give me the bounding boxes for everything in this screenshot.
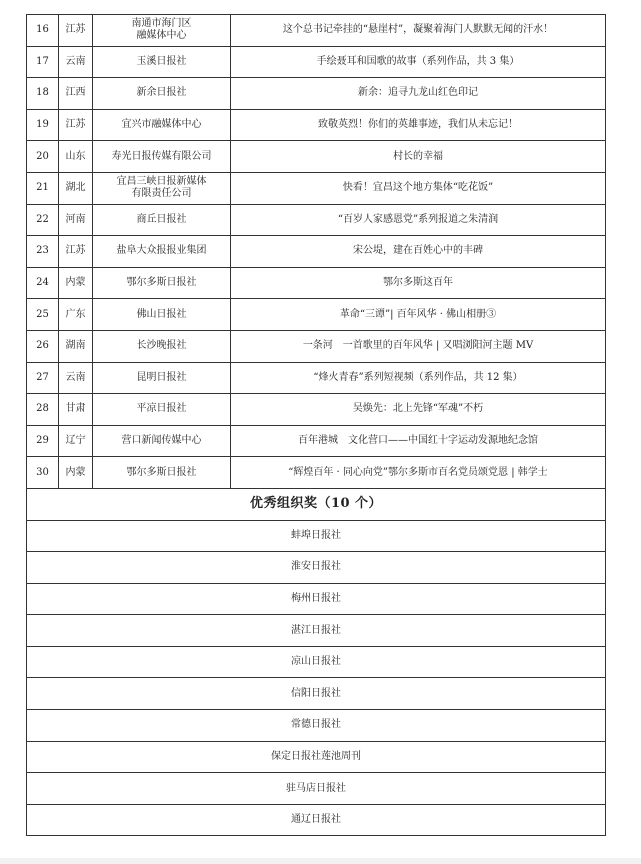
org-row [27, 710, 606, 742]
title-cell: 新余：追寻九龙山红色印记 [231, 78, 606, 110]
province-cell: 内蒙 [59, 267, 93, 299]
org-name-cell: 淮安日报社 [27, 552, 606, 584]
table-row [27, 299, 606, 331]
org-name-cell: 驻马店日报社 [27, 773, 606, 805]
unit-cell: 盐阜大众报报业集团 [93, 236, 231, 268]
org-row [27, 583, 606, 615]
province-cell: 山东 [59, 141, 93, 173]
row-number: 28 [27, 394, 59, 426]
unit-cell: 长沙晚报社 [93, 330, 231, 362]
title-cell: 快看！宜昌这个地方集体“吃花饭” [231, 172, 606, 204]
row-number: 29 [27, 425, 59, 457]
org-name-cell: 通辽日报社 [27, 804, 606, 836]
table-row [27, 46, 606, 78]
table-row [27, 204, 606, 236]
row-number: 30 [27, 457, 59, 489]
table-row [27, 141, 606, 173]
section-header-row [27, 488, 606, 520]
row-number: 17 [27, 46, 59, 78]
org-row [27, 615, 606, 647]
table-row [27, 425, 606, 457]
org-row [27, 804, 606, 836]
title-cell: 一条河 一首歌里的百年风华 | 又唱浏阳河主题 MV [231, 330, 606, 362]
unit-cell: 宜昌三峡日报新媒体 有限责任公司 [93, 172, 231, 204]
title-cell: “百岁人家感恩党”系列报道之朱清润 [231, 204, 606, 236]
table-row [27, 109, 606, 141]
title-cell: 革命“三谭”| 百年风华 · 佛山相册③ [231, 299, 606, 331]
org-name-cell: 信阳日报社 [27, 678, 606, 710]
row-number: 19 [27, 109, 59, 141]
province-cell: 内蒙 [59, 457, 93, 489]
province-cell: 江西 [59, 78, 93, 110]
row-number: 23 [27, 236, 59, 268]
title-cell: 村长的幸福 [231, 141, 606, 173]
title-cell: 宋公堤，建在百姓心中的丰碑 [231, 236, 606, 268]
table-row [27, 330, 606, 362]
row-number: 26 [27, 330, 59, 362]
province-cell: 辽宁 [59, 425, 93, 457]
row-number: 16 [27, 15, 59, 47]
province-cell: 湖北 [59, 172, 93, 204]
table-row [27, 457, 606, 489]
org-name-cell: 保定日报社莲池周刊 [27, 741, 606, 773]
province-cell: 湖南 [59, 330, 93, 362]
org-row [27, 741, 606, 773]
unit-cell: 寿光日报传媒有限公司 [93, 141, 231, 173]
section-title: 优秀组织奖（10 个） [27, 488, 606, 520]
award-list-page [26, 14, 605, 836]
table-row [27, 394, 606, 426]
org-name-cell: 常德日报社 [27, 710, 606, 742]
table-row [27, 78, 606, 110]
province-cell: 河南 [59, 204, 93, 236]
org-row [27, 773, 606, 805]
unit-cell: 玉溪日报社 [93, 46, 231, 78]
org-row [27, 552, 606, 584]
unit-cell: 商丘日报社 [93, 204, 231, 236]
province-cell: 甘肃 [59, 394, 93, 426]
table-row [27, 236, 606, 268]
province-cell: 云南 [59, 362, 93, 394]
row-number: 22 [27, 204, 59, 236]
unit-cell: 南通市海门区 融媒体中心 [93, 15, 231, 47]
title-cell: 百年港城 文化营口——中国红十字运动发源地纪念馆 [231, 425, 606, 457]
unit-cell: 新余日报社 [93, 78, 231, 110]
title-cell: 吴焕先：北上先锋“军魂”不朽 [231, 394, 606, 426]
unit-cell: 昆明日报社 [93, 362, 231, 394]
org-row [27, 646, 606, 678]
row-number: 20 [27, 141, 59, 173]
org-name-cell: 湛江日报社 [27, 615, 606, 647]
unit-cell: 营口新闻传媒中心 [93, 425, 231, 457]
unit-cell: 宜兴市融媒体中心 [93, 109, 231, 141]
row-number: 21 [27, 172, 59, 204]
viewer-bottom-bar [0, 858, 641, 864]
table-row [27, 15, 606, 47]
unit-cell: 佛山日报社 [93, 299, 231, 331]
province-cell: 广东 [59, 299, 93, 331]
title-cell: 致敬英烈！你们的英雄事迹，我们从未忘记！ [231, 109, 606, 141]
province-cell: 江苏 [59, 15, 93, 47]
table-row [27, 362, 606, 394]
unit-cell: 平凉日报社 [93, 394, 231, 426]
award-table-body [27, 15, 606, 836]
table-row [27, 172, 606, 204]
org-row [27, 678, 606, 710]
org-row [27, 520, 606, 552]
org-name-cell: 梅州日报社 [27, 583, 606, 615]
province-cell: 云南 [59, 46, 93, 78]
unit-cell: 鄂尔多斯日报社 [93, 267, 231, 299]
title-cell: “烽火青春”系列短视频（系列作品，共 12 集） [231, 362, 606, 394]
title-cell: 鄂尔多斯这百年 [231, 267, 606, 299]
row-number: 24 [27, 267, 59, 299]
title-cell: 手绘聂耳和国歌的故事（系列作品，共 3 集） [231, 46, 606, 78]
table-row [27, 267, 606, 299]
row-number: 25 [27, 299, 59, 331]
row-number: 27 [27, 362, 59, 394]
unit-cell: 鄂尔多斯日报社 [93, 457, 231, 489]
province-cell: 江苏 [59, 109, 93, 141]
title-cell: 这个总书记牵挂的“悬崖村”，凝聚着海门人默默无闻的汗水！ [231, 15, 606, 47]
province-cell: 江苏 [59, 236, 93, 268]
title-cell: “辉煌百年 · 同心向党”鄂尔多斯市百名党员颂党恩 | 韩学士 [231, 457, 606, 489]
org-name-cell: 蚌埠日报社 [27, 520, 606, 552]
row-number: 18 [27, 78, 59, 110]
org-name-cell: 凉山日报社 [27, 646, 606, 678]
award-table [26, 14, 606, 836]
